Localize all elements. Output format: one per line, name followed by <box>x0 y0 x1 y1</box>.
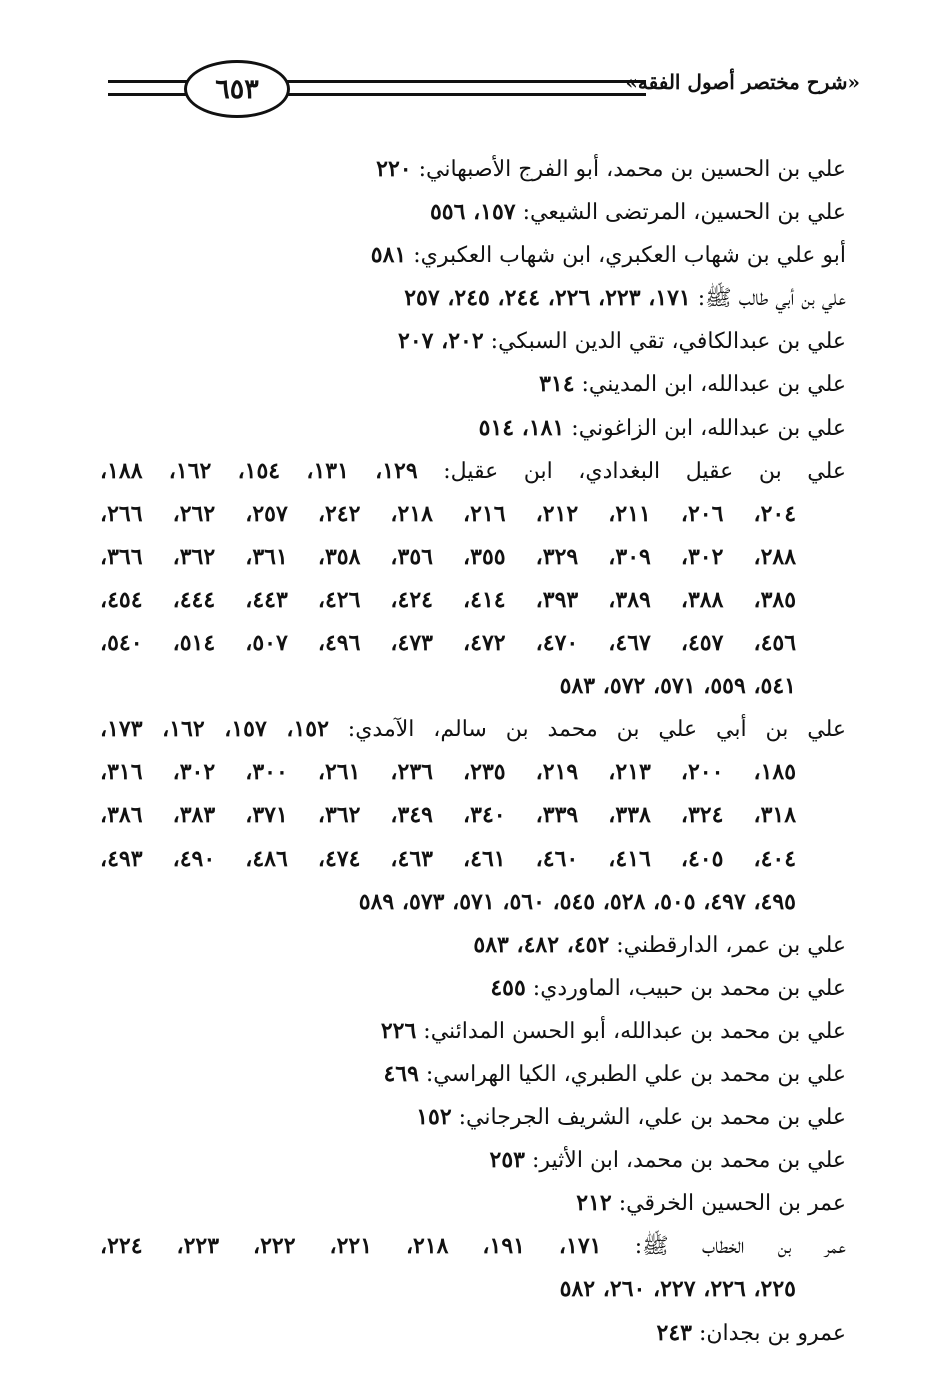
entry-pages: ٣١٤ <box>539 371 575 398</box>
entry-pages: ٥٤١، ٥٥٩، ٥٧١، ٥٧٢، ٥٨٣ <box>559 673 796 700</box>
entry-name: علي بن محمد بن علي، الشريف الجرجاني: <box>458 1105 846 1131</box>
entry-pages: ١٨١، ٥١٤ <box>478 414 565 441</box>
entry-name: عمر بن الحسين الخرقي: <box>618 1191 846 1217</box>
entry-pages: ١٧١، ٢٢٣، ٢٢٦، ٢٤٤، ٢٤٥، ٢٥٧ <box>404 285 691 312</box>
running-header <box>108 58 860 128</box>
index-entry-continuation <box>100 536 846 579</box>
header-rule-left <box>108 80 192 96</box>
entry-pages: ٤٥٥ <box>490 974 526 1001</box>
entry-name: علي بن عبدالله، ابن المديني: <box>581 372 846 398</box>
index-entry <box>100 1096 846 1139</box>
header-rule-right <box>276 80 646 96</box>
index-entry <box>100 1139 846 1182</box>
entry-pages: ٣٨٥، ٣٨٨، ٣٨٩، ٣٩٣، ٤١٤، ٤٢٤، ٤٢٦، ٤٤٣، ٤٤٤، ٤٥٤، <box>100 586 797 613</box>
page-number: ٦٥٣ <box>184 60 290 118</box>
index-list <box>100 148 846 1355</box>
index-entry-continuation <box>100 579 846 622</box>
entry-pages: ٤٠٤، ٤٠٥، ٤١٦، ٤٦٠، ٤٦١، ٤٦٣، ٤٧٤، ٤٨٦، ٤٩٠، ٤٩٣، <box>100 845 797 872</box>
index-entry <box>100 1010 846 1053</box>
entry-pages: ١٥٧، ٥٥٦ <box>429 199 516 226</box>
entry-name: علي بن عمر، الدارقطني: <box>616 932 846 958</box>
index-entry <box>100 1312 846 1355</box>
index-entry-continuation <box>100 794 846 837</box>
entry-pages: ٥٨١ <box>370 242 407 269</box>
index-entry <box>100 967 846 1010</box>
entry-pages: ١٨٥، ٢٠٠، ٢١٣، ٢١٩، ٢٣٥، ٢٣٦، ٢٦١، ٣٠٠، ٣٠٢، ٣١٦، <box>100 759 797 786</box>
entry-name: علي بن محمد بن حبيب، الماوردي: <box>532 975 846 1001</box>
entry-pages: ٢١٢ <box>576 1190 612 1217</box>
index-entry-continuation <box>100 751 846 794</box>
entry-pages: ٢٢٠ <box>376 156 412 182</box>
entry-pages: ٤٥٢، ٤٨٢، ٥٨٣ <box>473 931 610 958</box>
entry-pages: ٢٢٦ <box>380 1017 417 1044</box>
entry-pages: ٢٠٢، ٢٠٧ <box>398 328 484 355</box>
index-entry <box>100 708 846 751</box>
entry-name: علي بن محمد بن علي الطبري، الكيا الهراسي: <box>425 1061 846 1087</box>
entry-pages: ٤٥٦، ٤٥٧، ٤٦٧، ٤٧٠، ٤٧٢، ٤٧٣، ٤٩٦، ٥٠٧، ٥١٤، ٥٤٠، <box>100 630 797 657</box>
entry-pages: ١٢٩، ١٣١، ١٥٤، ١٦٢، ١٨٨، <box>100 457 418 484</box>
index-entry <box>100 407 846 450</box>
entry-pages: ٢٥٣ <box>489 1147 525 1174</box>
entry-name: علي بن أبي طالب ﷺ: <box>697 286 846 312</box>
index-entry-continuation <box>100 622 846 665</box>
index-entry-continuation <box>100 1268 846 1311</box>
index-entry-continuation <box>100 493 846 536</box>
entry-name: علي بن عبدالكافي، تقي الدين السبكي: <box>490 329 846 355</box>
entry-pages: ١٥٢ <box>416 1104 452 1131</box>
index-entry <box>100 277 846 320</box>
entry-pages: ٤٩٥، ٤٩٧، ٥٠٥، ٥٢٨، ٥٤٥، ٥٦٠، ٥٧١، ٥٧٣، ٥٨٩ <box>358 888 796 915</box>
entry-name: علي بن أبي علي بن محمد بن سالم، الآمدي: <box>347 717 846 743</box>
index-entry <box>100 1053 846 1096</box>
entry-pages: ٤٦٩ <box>383 1060 419 1087</box>
entry-name: عمرو بن بجدان: <box>698 1320 846 1346</box>
index-entry-continuation <box>100 665 846 708</box>
index-entry <box>100 363 846 406</box>
entry-name: أبو علي بن شهاب العكبري، ابن شهاب العكبري: <box>413 243 846 269</box>
book-title: «شرح مختصر أصول الفقه» <box>625 70 860 94</box>
entry-pages: ٢٤٣ <box>656 1319 692 1346</box>
entry-pages: ١٧١، ١٩١، ٢١٨، ٢٢١، ٢٢٢، ٢٢٣، ٢٢٤، <box>100 1233 602 1260</box>
index-entry <box>100 924 846 967</box>
index-entry <box>100 148 846 191</box>
entry-name: علي بن عبدالله، ابن الزاغوني: <box>571 415 846 441</box>
entry-pages: ١٥٢، ١٥٧، ١٦٢، ١٧٣، <box>100 716 329 743</box>
entry-name: علي بن عقيل البغدادي، ابن عقيل: <box>443 458 846 484</box>
index-entry-continuation <box>100 838 846 881</box>
entry-pages: ٢٠٤، ٢٠٦، ٢١١، ٢١٢، ٢١٦، ٢١٨، ٢٤٢، ٢٥٧، ٢٦٢، ٢٦٦، <box>100 500 797 527</box>
entry-name: عمر بن الخطاب ﷺ: <box>634 1234 846 1260</box>
index-entry <box>100 320 846 363</box>
entry-name: علي بن محمد بن عبدالله، أبو الحسن المدائني: <box>423 1018 846 1044</box>
index-entry <box>100 450 846 493</box>
index-entry <box>100 234 846 277</box>
index-entry <box>100 1225 846 1268</box>
entry-name: علي بن محمد بن محمد، ابن الأثير: <box>531 1148 846 1174</box>
entry-pages: ٣١٨، ٣٢٤، ٣٣٨، ٣٣٩، ٣٤٠، ٣٤٩، ٣٦٢، ٣٧١، ٣٨٣، ٣٨٦، <box>100 802 797 829</box>
index-entry <box>100 1182 846 1225</box>
entry-name: علي بن الحسين، المرتضى الشيعي: <box>522 200 846 226</box>
entry-pages: ٢٢٥، ٢٢٦، ٢٢٧، ٢٦٠، ٥٨٢ <box>559 1276 796 1303</box>
index-entry <box>100 191 846 234</box>
entry-name: علي بن الحسين بن محمد، أبو الفرج الأصبهاني: <box>418 157 846 182</box>
entry-pages: ٢٨٨، ٣٠٢، ٣٠٩، ٣٢٩، ٣٥٥، ٣٥٦، ٣٥٨، ٣٦١، ٣٦٢، ٣٦٦، <box>100 543 797 570</box>
index-entry-continuation <box>100 881 846 924</box>
